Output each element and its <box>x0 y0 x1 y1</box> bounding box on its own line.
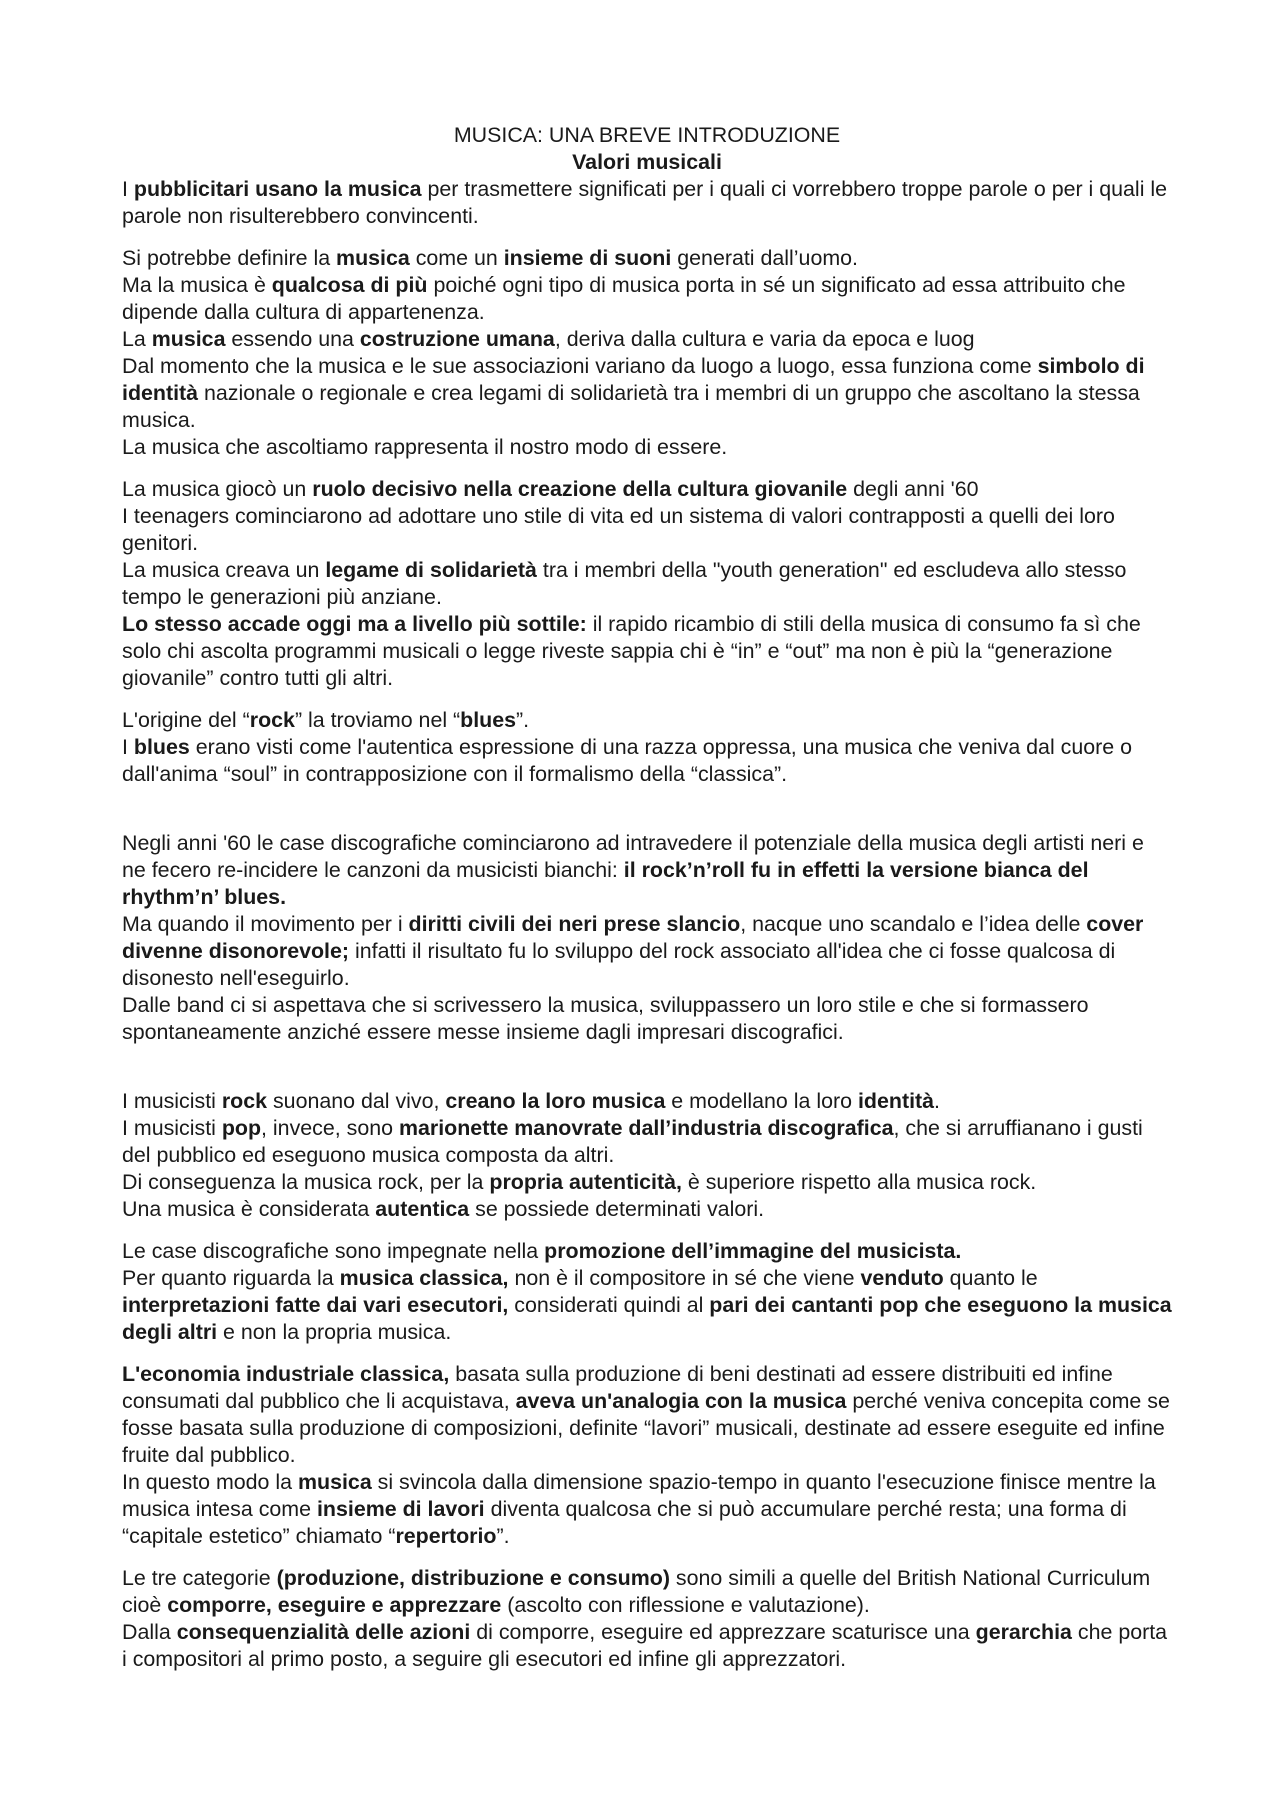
text-run: nazionale o regionale e crea legami di solidarietà tra i membri di un gruppo che ascoltano la stessa musica. <box>122 381 1140 432</box>
bold-text: musica <box>298 1470 372 1494</box>
paragraph <box>122 707 1172 788</box>
bold-text: interpretazioni fatte dai vari esecutori, <box>122 1293 509 1317</box>
text-run: quanto le <box>943 1266 1038 1290</box>
bold-text: rock <box>249 708 295 732</box>
text-run: (ascolto con riflessione e valutazione). <box>501 1593 870 1617</box>
text-run: La musica giocò un <box>122 477 313 501</box>
text-run: non è il compositore in sé che viene <box>508 1266 861 1290</box>
bold-text: rock <box>221 1089 268 1113</box>
text-line <box>122 1088 1172 1115</box>
text-line <box>122 434 1172 461</box>
bold-text: gerarchia <box>975 1620 1072 1644</box>
text-run: che porta i compositori al primo posto, a seguire gli esecutori ed infine gli apprezzatori. <box>122 1620 1168 1671</box>
bold-text: marionette manovrate dall’industria discografica <box>398 1116 894 1140</box>
paragraph-gap <box>122 1046 1172 1088</box>
text-run: per trasmettere significati per i quali ci vorrebbero troppe parole o per i quali le parole non risulterebbero convincenti. <box>122 177 1168 228</box>
text-line <box>122 830 1172 911</box>
text-run: basata sulla produzione di beni destinati ad essere distribuiti ed infine consumati dal pubblico che li acquistava, <box>122 1362 1113 1413</box>
bold-text: aveva un'analogia con la musica <box>515 1389 847 1413</box>
document-subtitle: Valori musicali <box>572 150 722 174</box>
text-run: è superiore rispetto alla musica rock. <box>681 1170 1037 1194</box>
text-line <box>122 326 1172 353</box>
text-line <box>122 1265 1172 1346</box>
bold-text: legame di solidarietà <box>325 558 537 582</box>
text-run: La musica creava un <box>122 558 326 582</box>
text-line <box>122 272 1172 326</box>
document-body <box>122 176 1172 1673</box>
text-run: Per quanto riguarda la <box>122 1266 340 1290</box>
text-line <box>122 1196 1172 1223</box>
text-run: e non la propria musica. <box>217 1320 452 1344</box>
bold-text: promozione dell’immagine del musicista. <box>544 1239 962 1263</box>
text-run: . <box>934 1089 940 1113</box>
bold-text: creano la loro musica <box>445 1089 666 1113</box>
bold-text: musica <box>336 246 410 270</box>
text-run: diventa qualcosa che si può accumulare perché resta; una forma di “capitale estetico” chiamato “ <box>122 1497 1127 1548</box>
text-run: Dalle band ci si aspettava che si scrivessero la musica, sviluppassero un loro stile e che si formassero spontaneamente anziché essere messe insieme dagli impresari discografici. <box>122 993 1089 1044</box>
text-line <box>122 707 1172 734</box>
paragraph <box>122 476 1172 692</box>
text-run: Dalla <box>122 1620 177 1644</box>
text-line <box>122 1565 1172 1619</box>
bold-text: autentica <box>375 1197 470 1221</box>
text-run: se possiede determinati valori. <box>469 1197 765 1221</box>
text-run: I teenagers cominciarono ad adottare uno stile di vita ed un sistema di valori contrapposti a quelli dei loro genitori. <box>122 504 1115 555</box>
paragraph-gap <box>122 692 1172 707</box>
text-line <box>122 1169 1172 1196</box>
text-run: I musicisti <box>122 1116 222 1140</box>
text-run: ”. <box>516 708 530 732</box>
text-run: generati dall’uomo. <box>671 246 859 270</box>
text-run: considerati quindi al <box>508 1293 710 1317</box>
bold-text: venduto <box>860 1266 944 1290</box>
bold-text: insieme di lavori <box>316 1497 485 1521</box>
text-run: I musicisti <box>122 1089 222 1113</box>
bold-text: ruolo decisivo nella creazione della cultura giovanile <box>312 477 848 501</box>
text-run: tra i membri della "youth generation" ed escludeva allo stesso tempo le generazioni più anziane. <box>122 558 1127 609</box>
text-run: ” la troviamo nel “ <box>294 708 461 732</box>
text-line <box>122 1469 1172 1550</box>
text-run: , invece, sono <box>261 1116 399 1140</box>
bold-text: insieme di suoni <box>503 246 672 270</box>
bold-text: blues <box>133 735 190 759</box>
text-run: di comporre, eseguire ed apprezzare scaturisce una <box>470 1620 976 1644</box>
bold-text: pubblicitari usano la musica <box>133 177 422 201</box>
text-run: degli anni '60 <box>847 477 979 501</box>
paragraph <box>122 245 1172 461</box>
text-run: In questo modo la <box>122 1470 298 1494</box>
bold-text: musica classica, <box>339 1266 509 1290</box>
bold-text: diritti civili dei neri prese slancio <box>408 912 741 936</box>
bold-text: Lo stesso accade oggi ma a livello più sottile: <box>122 612 587 636</box>
text-run: ”. <box>496 1524 510 1548</box>
text-run: perché veniva concepita come se fosse basata sulla produzione di composizioni, definite “lavori” musicali, destinate ad essere eseguite ed infine fruite dal pubblico. <box>122 1389 1170 1467</box>
text-line <box>122 1115 1172 1169</box>
text-run: I <box>122 177 134 201</box>
text-line <box>122 734 1172 788</box>
paragraph-gap <box>122 230 1172 245</box>
bold-text: musica <box>151 327 226 351</box>
paragraph <box>122 1565 1172 1673</box>
text-line <box>122 1361 1172 1469</box>
text-line <box>122 503 1172 557</box>
text-line <box>122 1619 1172 1673</box>
paragraph <box>122 830 1172 1046</box>
document-page <box>122 122 1172 1673</box>
text-run: La musica che ascoltiamo rappresenta il nostro modo di essere. <box>122 435 728 459</box>
bold-text: il rock’n’roll fu in effetti la versione bianca del rhythm’n’ blues. <box>122 858 1089 909</box>
text-run: , nacque uno scandalo e l’idea delle <box>740 912 1087 936</box>
text-run: Ma la musica è <box>122 273 272 297</box>
document-title: MUSICA: UNA BREVE INTRODUZIONE <box>453 123 841 147</box>
bold-text: cover divenne disonorevole; <box>122 912 1144 963</box>
bold-text: qualcosa di più <box>271 273 428 297</box>
bold-text: consequenzialità delle azioni <box>176 1620 471 1644</box>
text-line <box>122 476 1172 503</box>
text-run: Le case discografiche sono impegnate nella <box>122 1239 545 1263</box>
text-run: Di conseguenza la musica rock, per la <box>122 1170 490 1194</box>
text-run: sono simili a quelle del British National Curriculum cioè <box>122 1566 1151 1617</box>
paragraph <box>122 176 1172 230</box>
bold-text: comporre, eseguire e apprezzare <box>167 1593 502 1617</box>
text-run: Si potrebbe definire la <box>122 246 337 270</box>
text-run: si svincola dalla dimensione spazio-tempo in quanto l'esecuzione finisce mentre la musica intesa come <box>122 1470 1156 1521</box>
bold-text: pari dei cantanti pop che eseguono la musica degli altri <box>122 1293 1172 1344</box>
text-run: , che si arruffianano i gusti del pubblico ed eseguono musica composta da altri. <box>122 1116 1143 1167</box>
text-line <box>122 611 1172 692</box>
bold-text: simbolo di identità <box>122 354 1145 405</box>
text-line <box>122 1238 1172 1265</box>
text-run: il rapido ricambio di stili della musica di consumo fa sì che solo chi ascolta programmi musicali o legge riveste sappia chi è “in” e “out” ma non è più la “generazione giovanile” contro tutti gli altri. <box>122 612 1141 690</box>
paragraph <box>122 1238 1172 1346</box>
text-run: Ma quando il movimento per i <box>122 912 409 936</box>
text-run: infatti il risultato fu lo sviluppo del rock associato all'idea che ci fosse qualcosa di disonesto nell'eseguirlo. <box>122 939 1116 990</box>
text-run: La <box>122 327 152 351</box>
paragraph <box>122 1361 1172 1550</box>
paragraph-gap <box>122 461 1172 476</box>
bold-text: costruzione umana <box>359 327 555 351</box>
bold-text: identità <box>857 1089 935 1113</box>
text-line <box>122 353 1172 434</box>
text-run: erano visti come l'autentica espressione di una razza oppressa, una musica che veniva dal cuore o dall'anima “soul” in contrapposizione con il formalismo della “classica”. <box>122 735 1132 786</box>
bold-text: L'economia industriale classica, <box>122 1362 450 1386</box>
text-line <box>122 911 1172 992</box>
text-run: Una musica è considerata <box>122 1197 376 1221</box>
text-run: Le tre categorie <box>122 1566 277 1590</box>
text-run: Negli anni '60 le case discografiche cominciarono ad intravedere il potenziale della musica degli artisti neri e ne fecero re-incidere le canzoni da musicisti bianchi: <box>122 831 1144 882</box>
paragraph-gap <box>122 1223 1172 1238</box>
bold-text: (produzione, distribuzione e consumo) <box>276 1566 670 1590</box>
text-line <box>122 245 1172 272</box>
paragraph-gap <box>122 1550 1172 1565</box>
paragraph-gap <box>122 788 1172 830</box>
bold-text: pop <box>221 1116 262 1140</box>
text-line <box>122 557 1172 611</box>
text-run: Dal momento che la musica e le sue associazioni variano da luogo a luogo, essa funziona come <box>122 354 1038 378</box>
paragraph <box>122 1088 1172 1223</box>
text-line <box>122 992 1172 1046</box>
text-run: e modellano la loro <box>665 1089 858 1113</box>
text-run: essendo una <box>225 327 360 351</box>
text-run: L'origine del “ <box>122 708 250 732</box>
text-run: suonano dal vivo, <box>267 1089 446 1113</box>
bold-text: propria autenticità, <box>489 1170 682 1194</box>
text-line <box>122 176 1172 230</box>
paragraph-gap <box>122 1346 1172 1361</box>
text-run: poiché ogni tipo di musica porta in sé un significato ad essa attribuito che dipende dalla cultura di appartenenza. <box>122 273 1126 324</box>
text-run: I <box>122 735 134 759</box>
text-run: , deriva dalla cultura e varia da epoca e luog <box>554 327 975 351</box>
bold-text: repertorio <box>395 1524 497 1548</box>
text-run: come un <box>409 246 504 270</box>
bold-text: blues <box>460 708 517 732</box>
